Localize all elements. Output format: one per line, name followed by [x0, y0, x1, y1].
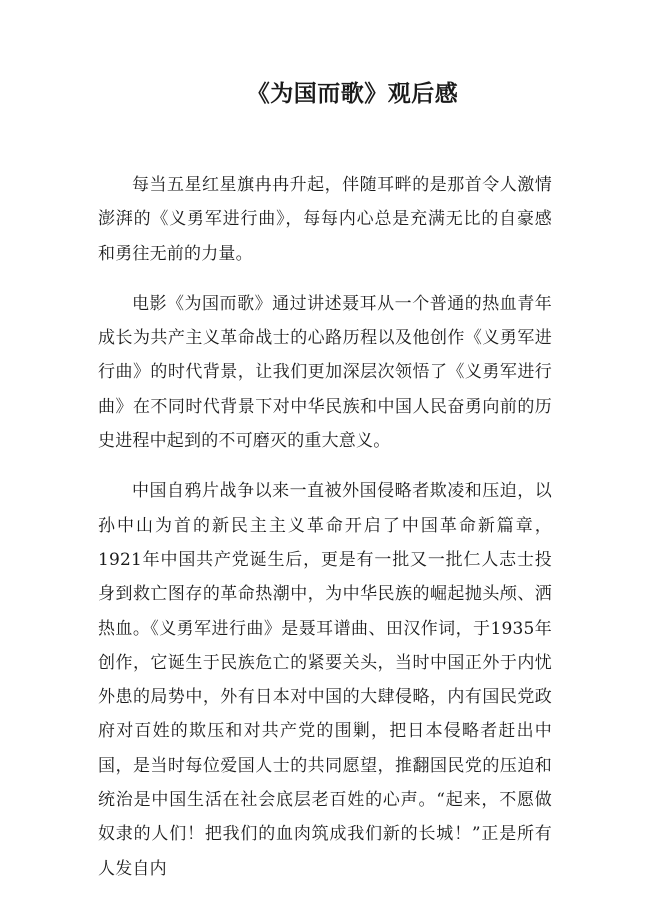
paragraph-1: 每当五星红星旗冉冉升起，伴随耳畔的是那首令人激情澎湃的《义勇军进行曲》，每每内心总是充满无比的自豪感和勇往无前的力量。	[98, 175, 552, 264]
paragraph-2: 电影《为国而歌》通过讲述聂耳从一个普通的热血青年成长为共产主义革命战士的心路历程以及他创作《义勇军进行曲》的时代背景，让我们更加深层次领悟了《义勇军进行曲》在不同时代背景下对中华民族和中国人民奋勇向前的历史进程中起到的不可磨灭的重大意义。	[98, 293, 552, 452]
paragraph-3: 中国自鸦片战争以来一直被外国侵略者欺凌和压迫，以孙中山为首的新民主主义革命开启了中国革命新篇章，1921年中国共产党诞生后，更是有一批又一批仁人志士投身到救亡图存的革命热潮中，为中华民族的崛起抛头颅、洒热血。《义勇军进行曲》是聂耳谱曲、田汉作词，于1935年创作，它诞生于民族危亡的紧要关头，当时中国正外于内忧外患的局势中，外有日本对中国的大肆侵略，内有国民党政府对百姓的欺压和对共产党的围剿，把日本侵略者赶出中国，是当时每位爱国人士的共同愿望，推翻国民党的压迫和统治是中国生活在社会底层老百姓的心声。“起来，不愿做奴隶的人们！把我们的血肉筑成我们新的长城！”正是所有人发自内	[98, 481, 552, 879]
document-body	[98, 168, 552, 902]
document-title: 《为国而歌》观后感	[246, 81, 459, 107]
